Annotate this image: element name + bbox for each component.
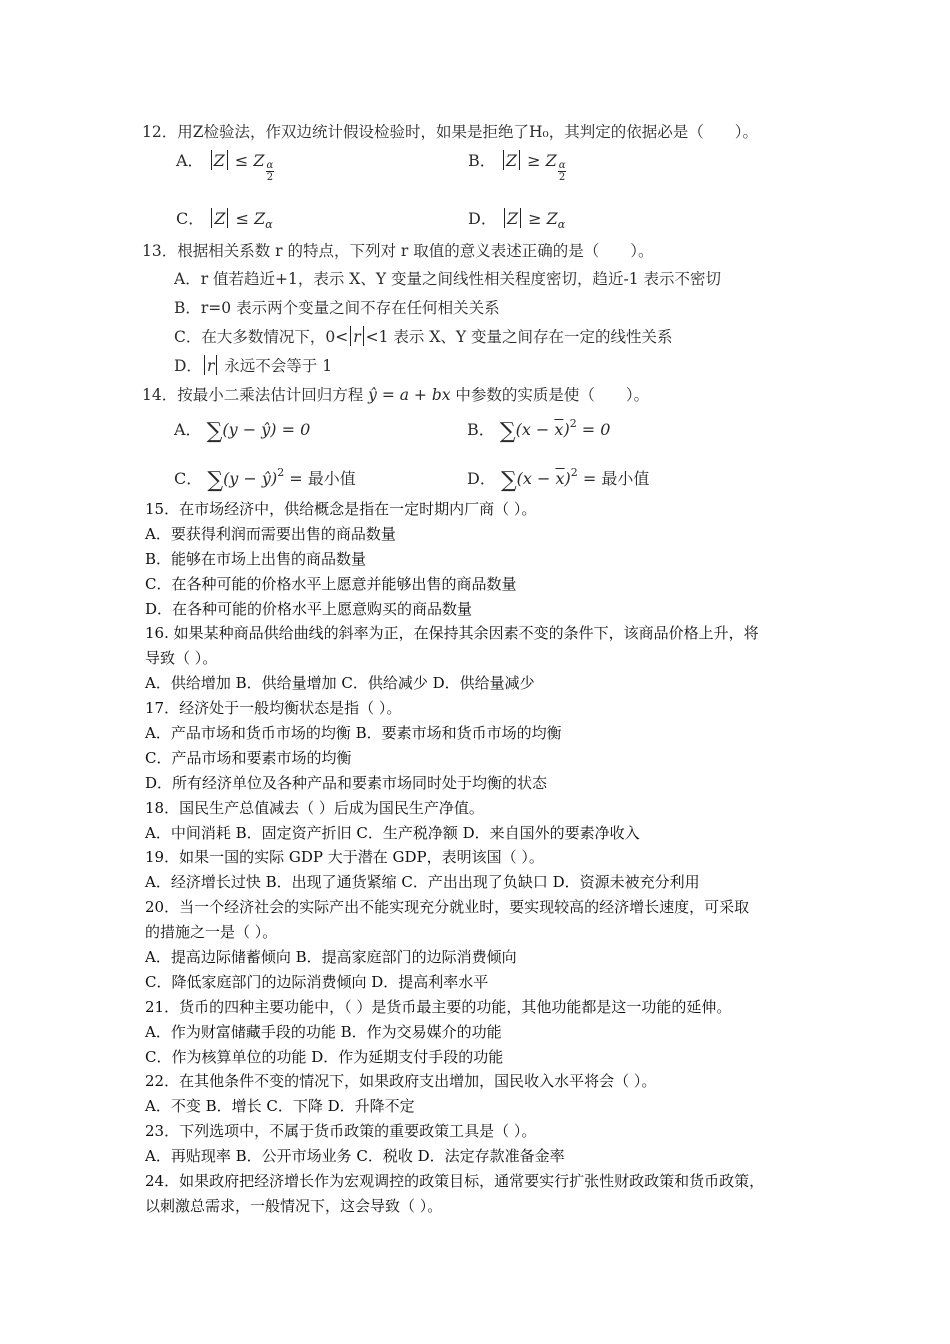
q12-a-frac bbox=[266, 160, 275, 183]
frac-num: α bbox=[558, 160, 566, 171]
q14-stem-post: 中参数的实质是使（ ）。 bbox=[450, 386, 650, 404]
frac-den: 2 bbox=[558, 172, 566, 183]
q12-a-z: Z bbox=[213, 151, 225, 170]
q14-stem-eq: ŷ = a + bx bbox=[368, 386, 451, 404]
text-line: 22．在其他条件不变的情况下，如果政府支出增加，国民收入水平将会（ ）。 bbox=[145, 1072, 657, 1091]
q14-b-label: B． bbox=[467, 420, 495, 439]
text-line: C．作为核算单位的功能 D．作为延期支付手段的功能 bbox=[145, 1047, 504, 1066]
abs-bar bbox=[211, 150, 212, 170]
q13-option-c bbox=[174, 325, 673, 347]
q14-d-sup: 2 bbox=[570, 466, 578, 479]
sigma-symbol: ∑ bbox=[499, 419, 516, 444]
q12-c-op: ≤ bbox=[235, 209, 249, 228]
q12-a-z2: Z bbox=[253, 151, 265, 170]
q12-c-z: Z bbox=[214, 209, 226, 228]
q14-option-a bbox=[174, 417, 310, 444]
text-line: D．所有经济单位及各种产品和要素市场同时处于均衡的状态 bbox=[145, 773, 548, 792]
q12-d-sub: α bbox=[557, 218, 566, 231]
text-line: 20．当一个经济社会的实际产出不能实现充分就业时，要实现较高的经济增长速度，可采取 bbox=[145, 898, 750, 917]
text-line: 16. 如果某种商品供给曲线的斜率为正，在保持其余因素不变的条件下，该商品价格上升，将 bbox=[145, 624, 759, 643]
q12-b-z2: Z bbox=[545, 151, 557, 170]
q14-stem-pre: 14．按最小二乘法估计回归方程 bbox=[142, 386, 369, 404]
abs-bar bbox=[204, 355, 205, 375]
sigma-symbol: ∑ bbox=[206, 419, 223, 444]
q14-d-expr: $(x - \overline{x})$ bbox=[516, 469, 571, 488]
abs-bar bbox=[520, 208, 521, 228]
text-line: A．提高边际储蓄倾向 B．提高家庭部门的边际消费倾向 bbox=[145, 948, 517, 967]
q14-d-tail: = 最小值 bbox=[577, 469, 650, 488]
text-line: C．在各种可能的价格水平上愿意并能够出售的商品数量 bbox=[145, 574, 517, 593]
text-line: A．供给增加 B．供给量增加 C．供给减少 D．供给量减少 bbox=[145, 674, 535, 693]
sigma-symbol: ∑ bbox=[207, 468, 224, 493]
text-line: B．能够在市场上出售的商品数量 bbox=[145, 549, 367, 568]
text-line: C．降低家庭部门的边际消费倾向 D．提高利率水平 bbox=[145, 972, 489, 991]
text-line: 导致（ ）。 bbox=[145, 649, 218, 668]
text-line: 19．如果一国的实际 GDP 大于潜在 GDP，表明该国（ ）。 bbox=[145, 848, 544, 867]
q14-c-tail: = 最小值 bbox=[284, 469, 356, 488]
frac-den: 2 bbox=[266, 172, 274, 183]
frac-num: α bbox=[266, 160, 274, 171]
q12-d-z: Z bbox=[506, 209, 519, 228]
q14-option-d bbox=[467, 466, 649, 493]
text-line: A．中间消耗 B．固定资产折旧 C．生产税净额 D．来自国外的要素净收入 bbox=[145, 823, 640, 842]
q12-c-sub: α bbox=[265, 218, 273, 231]
q13-option-a: A．r 值若趋近+1，表示 X、Y 变量之间线性相关程度密切，趋近-1 表示不密切 bbox=[174, 270, 722, 288]
text-line: D．在各种可能的价格水平上愿意购买的商品数量 bbox=[145, 599, 473, 618]
q12-d-z2: Z bbox=[546, 209, 558, 228]
q12-d-op: ≥ bbox=[528, 209, 542, 228]
text-line: A．不变 B．增长 C．下降 D．升降不定 bbox=[145, 1097, 415, 1116]
q14-option-c bbox=[174, 466, 356, 493]
text-line: A．要获得利润而需要出售的商品数量 bbox=[145, 524, 396, 543]
q13-option-b: B．r=0 表示两个变量之间不存在任何相关关系 bbox=[174, 299, 500, 317]
q12-option-a bbox=[176, 148, 274, 183]
abs-bar bbox=[227, 208, 228, 228]
q14-b-expr: $(x - \overline{x})$ bbox=[515, 420, 570, 439]
q14-c-expr: (y − ŷ) bbox=[223, 469, 278, 488]
q12-a-op: ≤ bbox=[234, 151, 249, 170]
abs-bar bbox=[519, 150, 520, 170]
text-line: 18．国民生产总值减去（ ）后成为国民生产净值。 bbox=[145, 798, 484, 817]
text-line: 以刺激总需求，一般情况下，这会导致（ ）。 bbox=[145, 1196, 443, 1215]
q14-c-sup: 2 bbox=[277, 466, 285, 479]
question-text-body bbox=[145, 497, 825, 1219]
q14-a-label: A． bbox=[174, 420, 202, 439]
q12-b-frac bbox=[558, 160, 567, 183]
text-line: 23．下列选项中，不属于货币政策的重要政策工具是（ ）。 bbox=[145, 1122, 537, 1141]
text-line: 24．如果政府把经济增长作为宏观调控的政策目标，通常要实行扩张性财政政策和货币政策， bbox=[145, 1172, 765, 1191]
q12-c-label: C． bbox=[176, 209, 205, 228]
abs-bar bbox=[216, 355, 217, 375]
q14-a-expr: (y − ŷ) = 0 bbox=[222, 420, 311, 439]
q13-c-r: r bbox=[353, 328, 361, 346]
text-line: 15．在市场经济中，供给概念是指在一定时期内厂商（ ）。 bbox=[145, 500, 537, 518]
q12-option-b bbox=[468, 148, 566, 183]
text-line: 21．货币的四种主要功能中，（ ）是货币最主要的功能，其他功能都是这一功能的延伸。 bbox=[145, 997, 732, 1016]
text-line: A．作为财富储藏手段的功能 B．作为交易媒介的功能 bbox=[145, 1022, 502, 1041]
text-line: C．产品市场和要素市场的均衡 bbox=[145, 748, 352, 767]
q12-d-label: D． bbox=[468, 209, 497, 228]
scanned-questions-12-14 bbox=[140, 112, 765, 502]
q12-stem: 12．用Z检验法，作双边统计假设检验时，如果是拒绝了H₀，其判定的依据必是（ ）。 bbox=[142, 123, 758, 141]
text-line: 17．经济处于一般均衡状态是指（ ）。 bbox=[145, 699, 402, 718]
abs-bar bbox=[211, 208, 212, 228]
q13-c-pre: C．在大多数情况下，0< bbox=[174, 328, 349, 346]
abs-bar bbox=[504, 208, 505, 228]
abs-bar bbox=[227, 150, 228, 170]
q13-d-post: 永远不会等于 1 bbox=[219, 357, 333, 375]
q13-d-r: r bbox=[206, 357, 215, 375]
sigma-symbol: ∑ bbox=[500, 468, 517, 493]
q12-a-label: A． bbox=[176, 151, 204, 170]
text-line: A．再贴现率 B．公开市场业务 C．税收 D．法定存款准备金率 bbox=[145, 1147, 565, 1166]
q12-b-z: Z bbox=[505, 151, 517, 170]
q13-d-pre: D． bbox=[174, 357, 202, 375]
q14-option-b bbox=[467, 417, 610, 444]
q12-c-z2: Z bbox=[254, 209, 266, 228]
q12-b-label: B． bbox=[468, 151, 496, 170]
q12-option-d bbox=[468, 206, 565, 231]
abs-bar bbox=[363, 326, 364, 346]
q13-option-d bbox=[174, 354, 332, 376]
q14-b-tail: = 0 bbox=[576, 420, 611, 439]
q14-b-sup: 2 bbox=[569, 417, 577, 430]
abs-bar bbox=[350, 326, 351, 346]
q14-d-label: D． bbox=[467, 469, 496, 488]
q12-option-c bbox=[176, 206, 273, 231]
q13-stem: 13．根据相关系数 r 的特点，下列对 r 取值的意义表述正确的是（ ）。 bbox=[142, 242, 654, 260]
q14-c-label: C． bbox=[174, 469, 203, 488]
q14-stem bbox=[142, 383, 649, 405]
text-line: A．经济增长过快 B．出现了通货紧缩 C．产出出现了负缺口 D．资源未被充分利用 bbox=[145, 873, 700, 892]
q13-c-post: <1 表示 X、Y 变量之间存在一定的线性关系 bbox=[365, 328, 673, 346]
abs-bar bbox=[503, 150, 504, 170]
text-line: 的措施之一是（ ）。 bbox=[145, 923, 278, 942]
text-line: A．产品市场和货币市场的均衡 B．要素市场和货币市场的均衡 bbox=[145, 724, 562, 743]
q12-b-op: ≥ bbox=[527, 151, 541, 170]
